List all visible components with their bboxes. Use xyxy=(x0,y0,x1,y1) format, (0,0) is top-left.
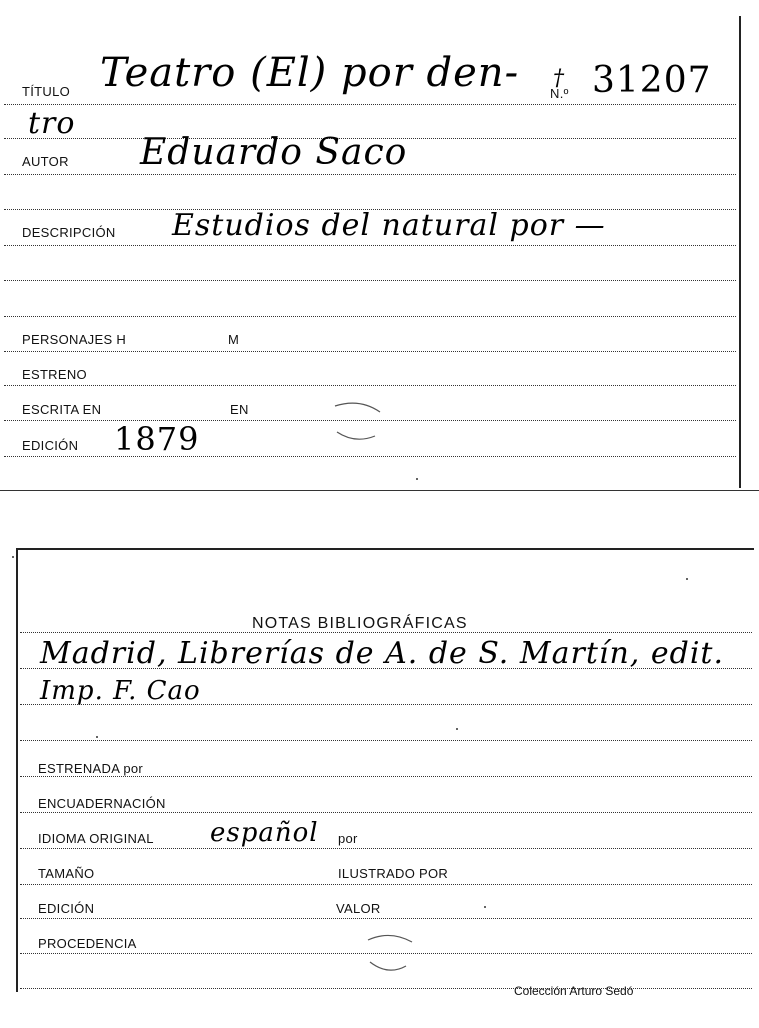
rule-line xyxy=(4,351,736,352)
escrita-en-label: EN xyxy=(230,402,249,417)
edicion-label: EDICIÓN xyxy=(22,438,79,453)
notas-line-1: Madrid, Librerías de A. de S. Martín, edit. xyxy=(40,636,725,671)
edicion-value: 1879 xyxy=(114,420,200,458)
collection-footer: Colección Arturo Sedó xyxy=(514,984,634,998)
encuadernacion-label: ENCUADERNACIÓN xyxy=(38,796,166,811)
titulo-value: Teatro (El) por den- xyxy=(100,50,520,96)
rule-line xyxy=(20,848,752,849)
speck xyxy=(12,556,14,558)
numero-mark: † xyxy=(553,66,565,91)
rule-line xyxy=(20,918,752,919)
speck xyxy=(686,578,688,580)
estrenada-label: ESTRENADA por xyxy=(38,761,144,776)
rule-line xyxy=(4,385,736,386)
rule-line xyxy=(4,104,736,105)
numero-value: 31207 xyxy=(592,60,712,101)
rule-line xyxy=(20,632,752,633)
rule-line xyxy=(20,988,752,989)
idioma-value: español xyxy=(210,818,319,848)
idioma-label: IDIOMA ORIGINAL xyxy=(38,831,154,846)
punch-hole-mark xyxy=(325,398,395,448)
numero-label: N.º xyxy=(550,86,569,101)
speck xyxy=(456,728,458,730)
notas-heading: NOTAS BIBLIOGRÁFICAS xyxy=(252,615,468,632)
punch-hole-mark xyxy=(360,930,420,980)
autor-value: Eduardo Saco xyxy=(140,132,408,173)
rule-line xyxy=(4,316,736,317)
idioma-por-label: por xyxy=(338,831,358,846)
titulo-continuation: tro xyxy=(28,106,76,141)
ilustrado-label: ILUSTRADO POR xyxy=(338,866,449,881)
rule-line xyxy=(4,245,736,246)
rule-line xyxy=(20,776,752,777)
speck xyxy=(96,736,98,738)
tamano-label: TAMAÑO xyxy=(38,866,95,881)
speck xyxy=(416,478,418,480)
valor-label: VALOR xyxy=(336,901,381,916)
rule-line xyxy=(4,280,736,281)
autor-label: AUTOR xyxy=(22,154,69,169)
speck xyxy=(484,906,486,908)
rule-line xyxy=(20,740,752,741)
rule-line xyxy=(4,174,736,175)
escrita-label: ESCRITA EN xyxy=(22,402,102,417)
estreno-label: ESTRENO xyxy=(22,367,87,382)
personajes-m-label: M xyxy=(228,332,240,347)
personajes-h-label: PERSONAJES H xyxy=(22,332,127,347)
titulo-label: TÍTULO xyxy=(22,84,71,99)
rule-line xyxy=(20,812,752,813)
procedencia-label: PROCEDENCIA xyxy=(38,936,137,951)
descripcion-value: Estudios del natural por — xyxy=(172,208,606,243)
edicion-label-2: EDICIÓN xyxy=(38,901,95,916)
card-edge xyxy=(0,490,759,491)
rule-line xyxy=(20,884,752,885)
descripcion-label: DESCRIPCIÓN xyxy=(22,225,116,240)
notas-line-2: Imp. F. Cao xyxy=(40,676,201,706)
